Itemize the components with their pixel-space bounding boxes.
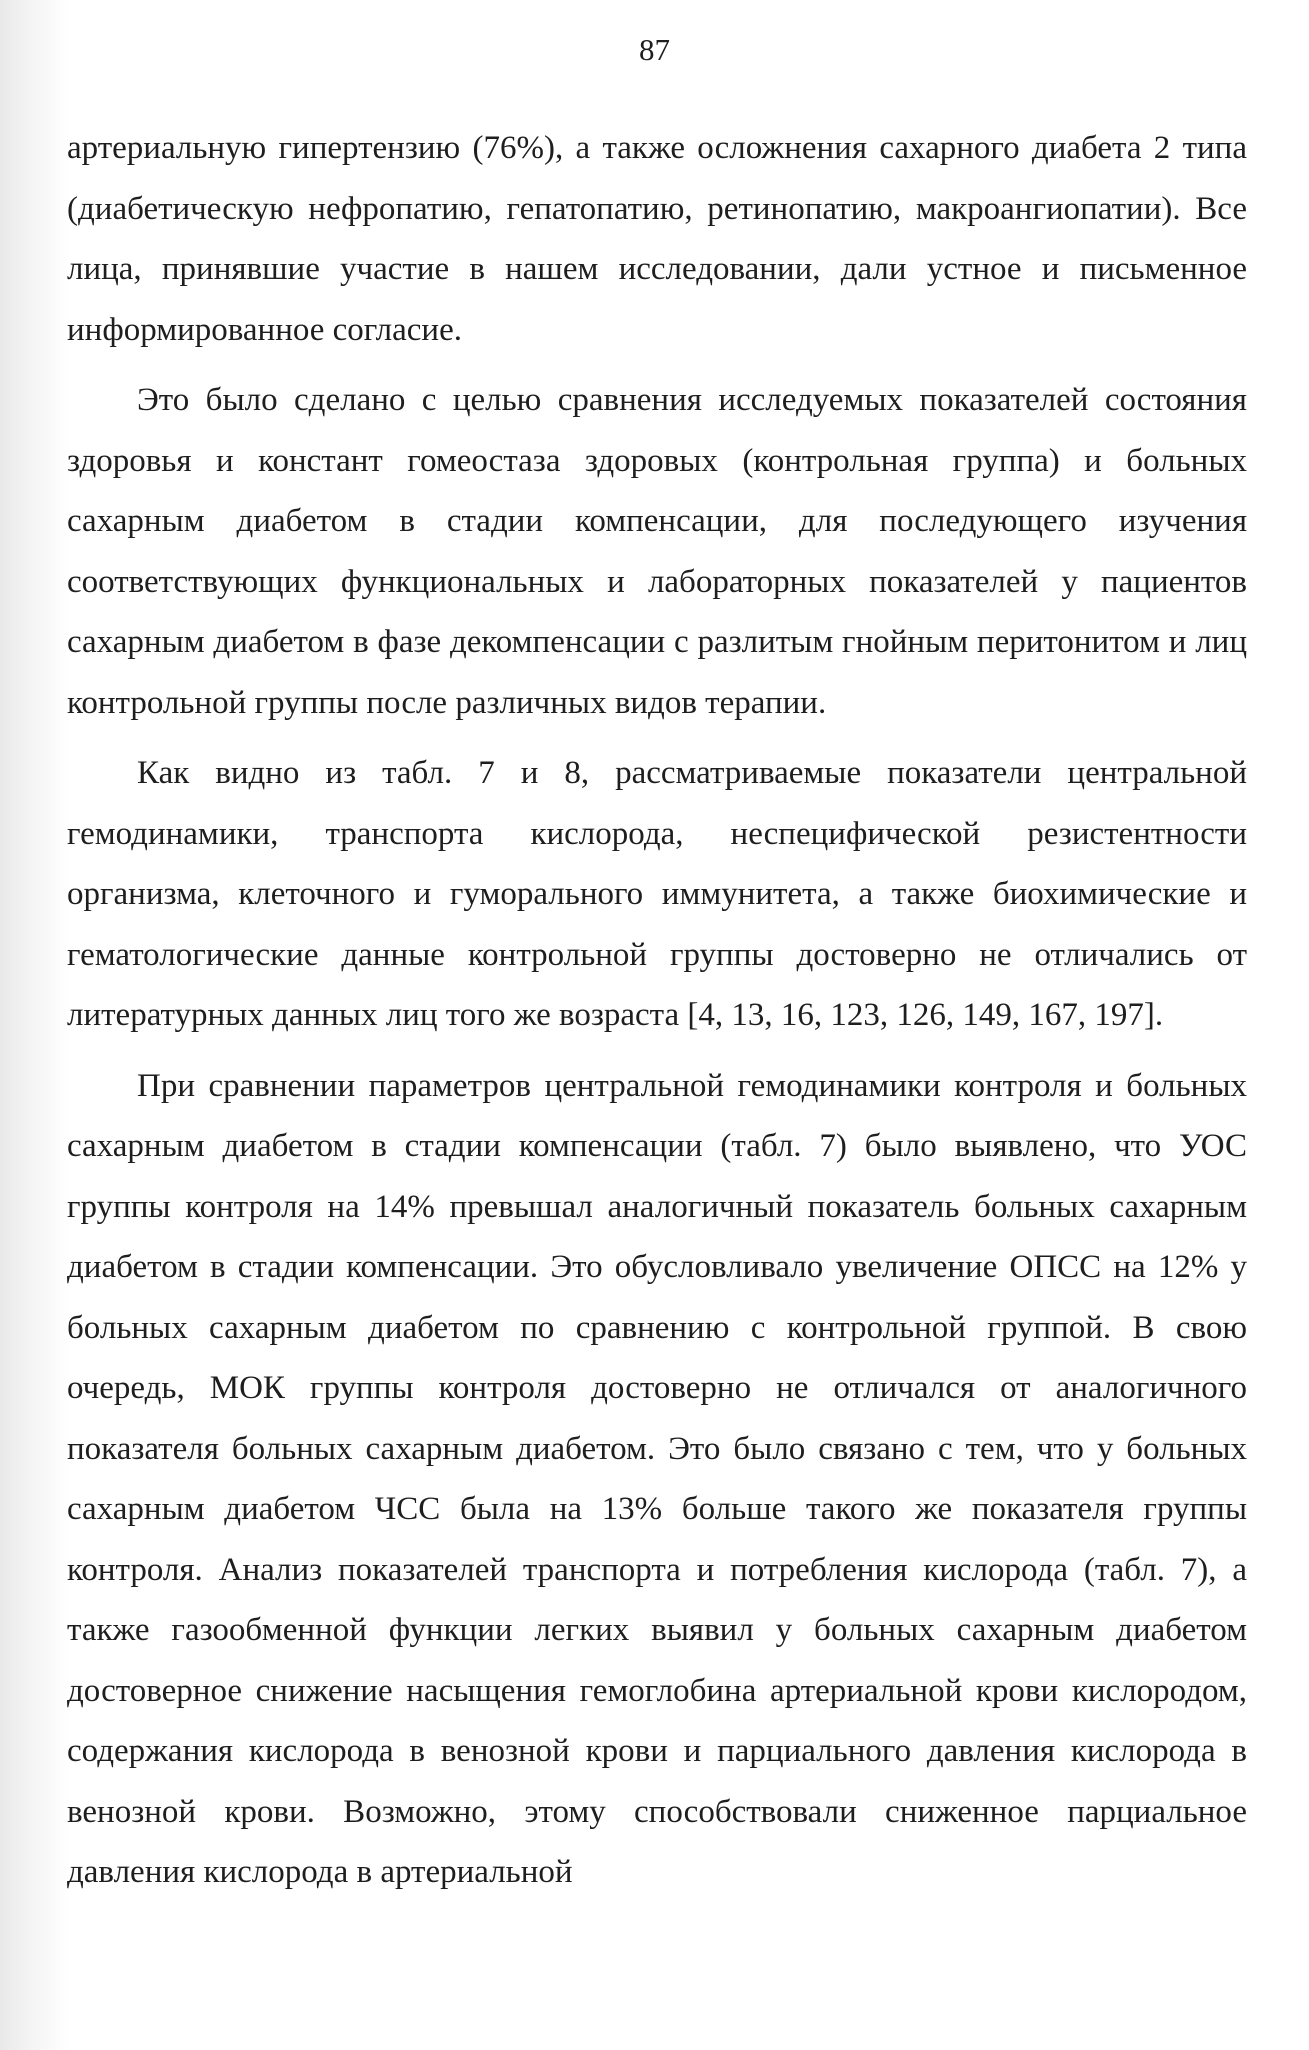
page-number: 87 <box>639 32 670 67</box>
document-body <box>67 118 1247 1913</box>
paragraph-purpose: Это было сделано с целью сравнения исследуемых показателей состояния здоровья и констант гомеостаза здоровых (контрольная группа) и больных сахарным диабетом в стадии компенсации, для последующего изучения соответствующих функциональных и лабораторных показателей у пациентов сахарным диабетом в фазе декомпенсации с разлитым гнойным перитонитом и лиц контрольной группы после различных видов терапии. <box>67 382 1247 721</box>
paragraph-control-group: Как видно из табл. 7 и 8, рассматриваемые показатели центральной гемодинамики, транспорта кислорода, неспецифической резистентности организма, клеточного и гуморального иммунитета, а также биохимические и гематологические данные контрольной группы достоверно не отличались от литературных данных лиц того же возраста [4, 13, 16, 123, 126, 149, 167, 197]. <box>67 755 1247 1033</box>
scan-margin-shadow <box>0 0 70 2050</box>
paragraph-continuation: артериальную гипертензию (76%), а также осложнения сахарного диабета 2 типа (диабетическую нефропатию, гепатопатию, ретинопатию, макроангиопатии). Все лица, принявшие участие в нашем исследовании, дали устное и письменное информированное согласие. <box>67 130 1247 348</box>
paragraph-hemodynamics: При сравнении параметров центральной гемодинамики контроля и больных сахарным диабетом в стадии компенсации (табл. 7) было выявлено, что УОС группы контроля на 14% превышал аналогичный показатель больных сахарным диабетом в стадии компенсации. Это обусловливало увеличение ОПСС на 12% у больных сахарным диабетом по сравнению с контрольной группой. В свою очередь, МОК группы контроля достоверно не отличался от аналогичного показателя больных сахарным диабетом. Это было связано с тем, что у больных сахарным диабетом ЧСС была на 13% больше такого же показателя группы контроля. Анализ показателей транспорта и потребления кислорода (табл. 7), а также газообменной функции легких выявил у больных сахарным диабетом достоверное снижение насыщения гемоглобина артериальной крови кислородом, содержания кислорода в венозной крови и парциального давления кислорода в венозной крови. Возможно, этому способствовали сниженное парциальное давления кислорода в артериальной <box>67 1067 1247 1890</box>
